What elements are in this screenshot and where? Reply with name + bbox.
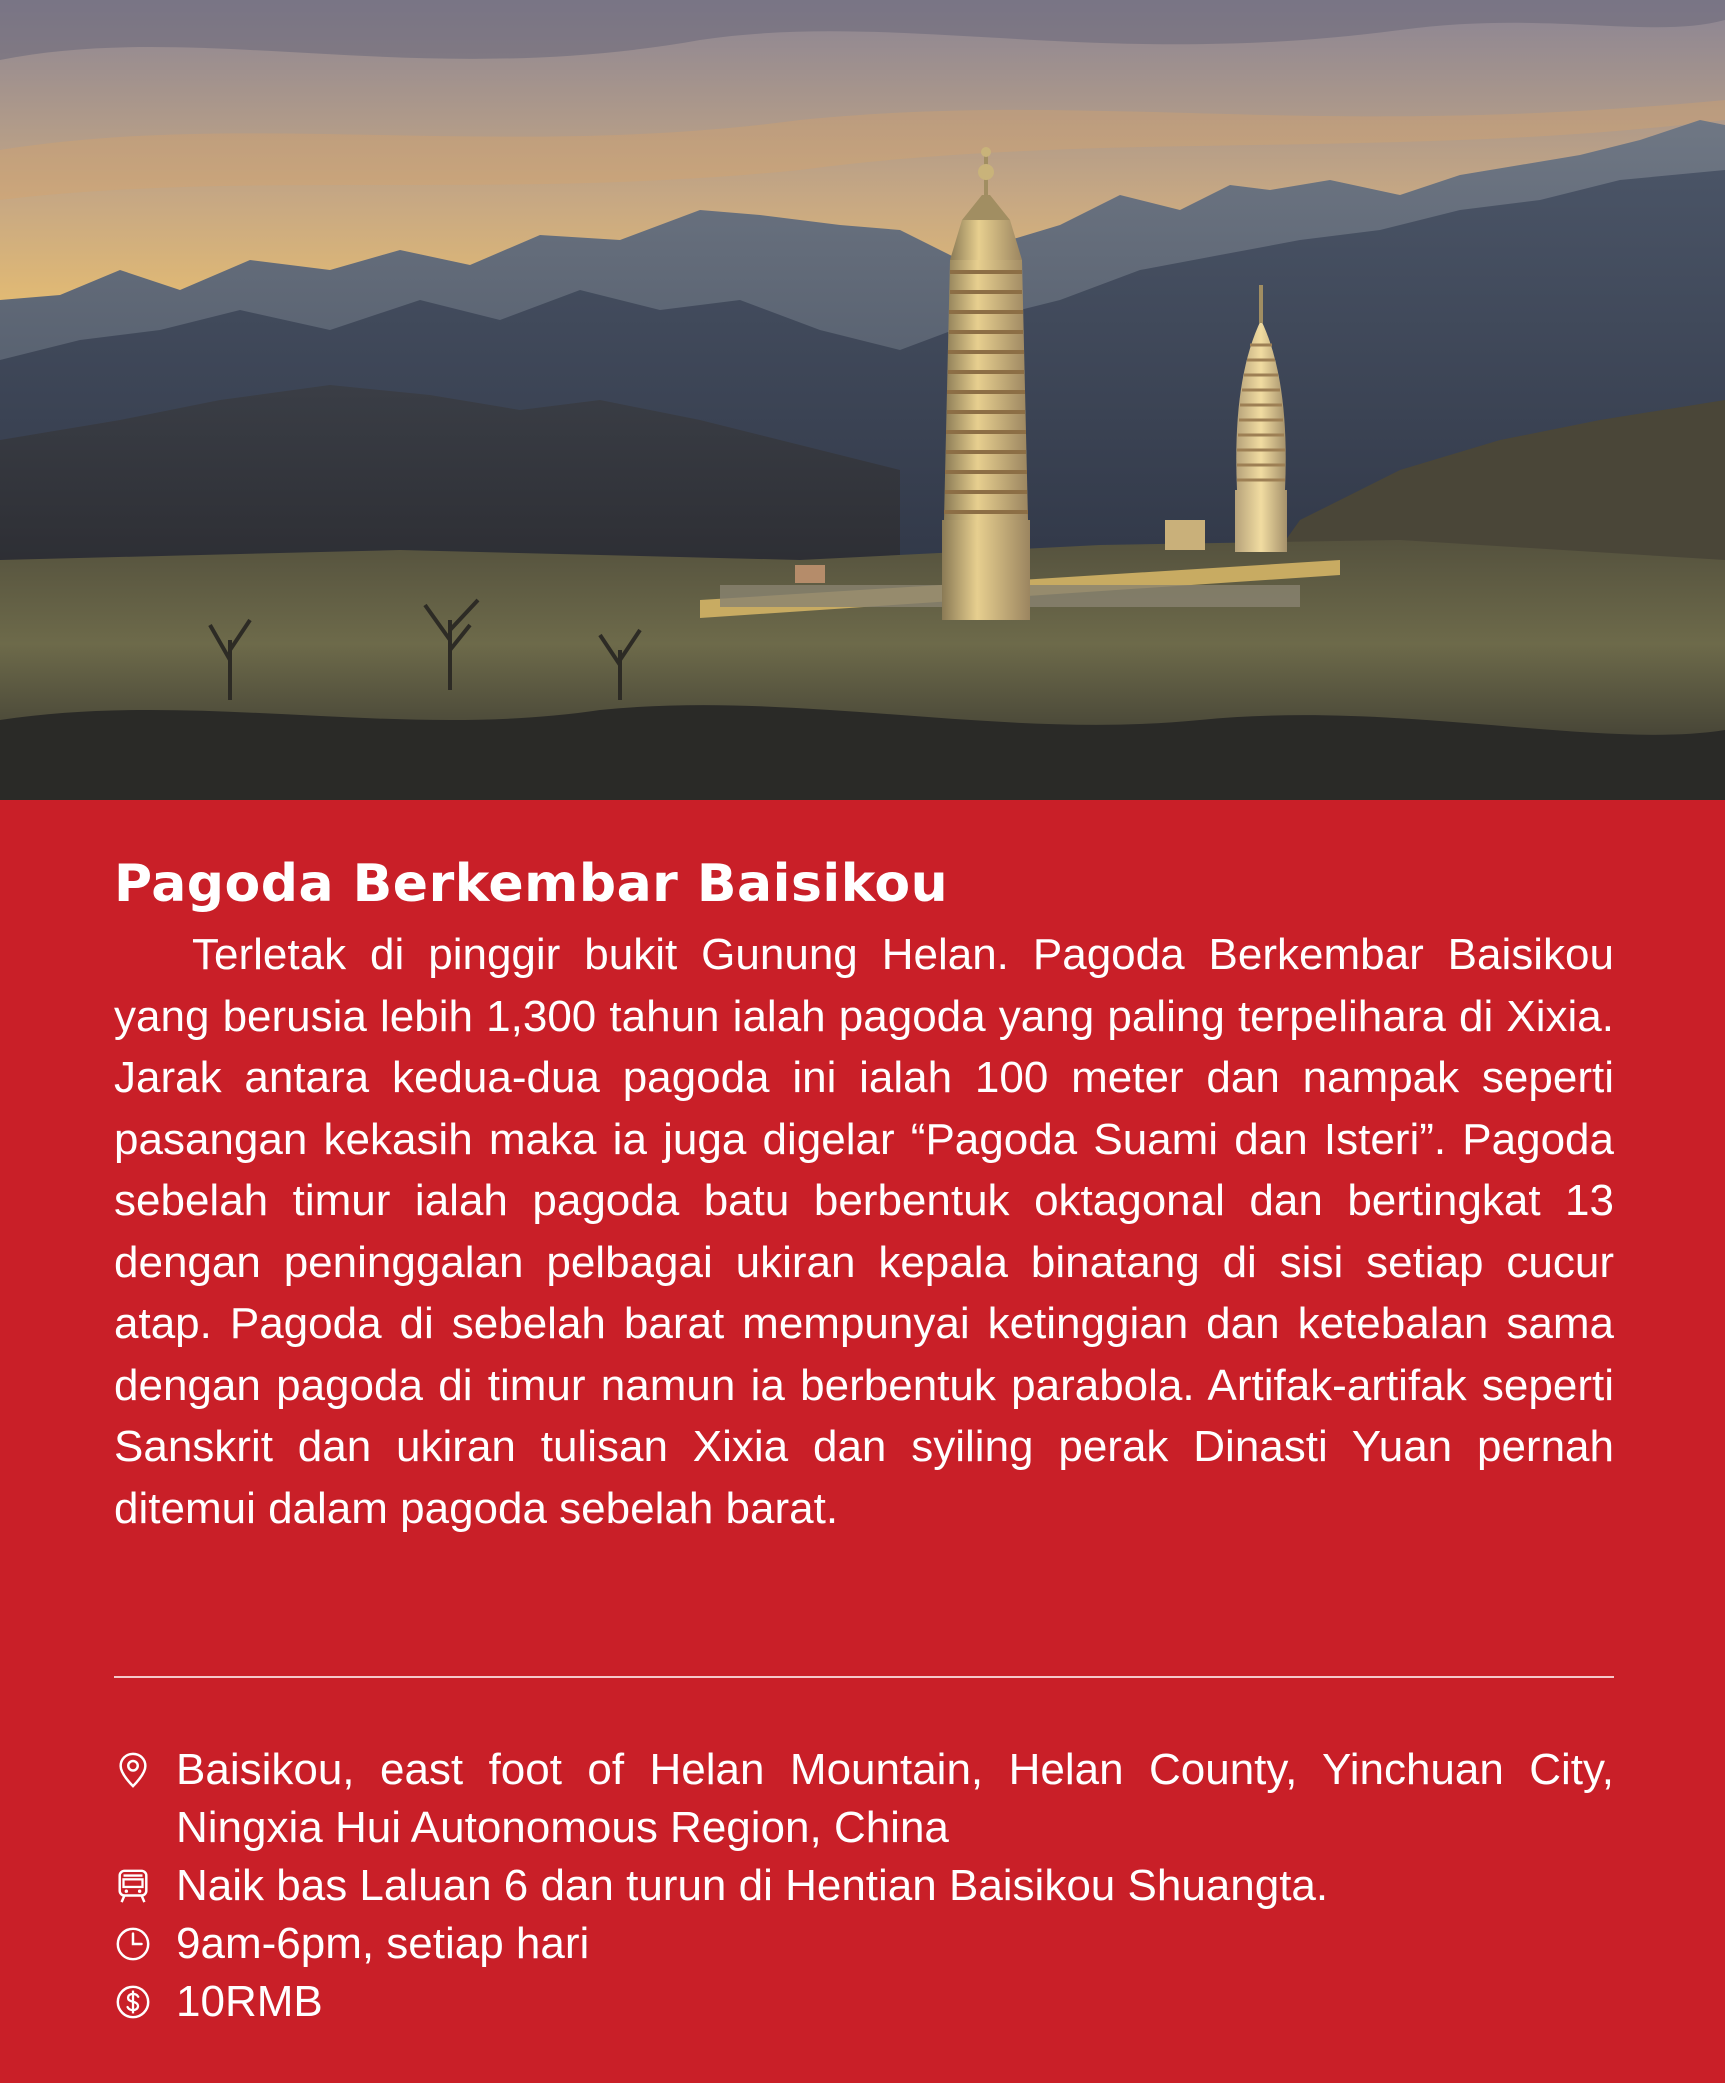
location-pin-icon (114, 1751, 152, 1789)
address-text: Baisikou, east foot of Helan Mountain, Helan County, Yinchuan City, Ningxia Hui Autonomous Region, China (176, 1745, 1614, 1852)
hero-photo (0, 0, 1725, 800)
clock-icon (114, 1925, 152, 1963)
info-transport (114, 1857, 1614, 1915)
hours-text: 9am-6pm, setiap hari (176, 1919, 590, 1968)
info-address (114, 1741, 1614, 1857)
info-price (114, 1973, 1614, 2031)
article (114, 852, 1614, 1539)
bus-icon (114, 1867, 152, 1905)
price-text: 10RMB (176, 1977, 323, 2026)
info-hours (114, 1915, 1614, 1973)
article-body: Terletak di pinggir bukit Gunung Helan. Pagoda Berkembar Baisikou yang berusia lebih 1,300 tahun ialah pagoda yang paling terpelihara di Xixia. Jarak antara kedua-dua pagoda ini ialah 100 meter dan nampak seperti pasangan kekasih maka ia juga digelar “Pagoda Suami dan Isteri”. Pagoda sebelah timur ialah pagoda batu berbentuk oktagonal dan bertingkat 13 dengan peninggalan pelbagai ukiran kepala binatang di sisi setiap cucur atap. Pagoda di sebelah barat mempunyai ketinggian dan ketebalan sama dengan pagoda di timur namun ia berbentuk parabola. Artifak-artifak seperti Sanskrit dan ukiran tulisan Xixia dan syiling perak Dinasti Yuan pernah ditemui dalam pagoda sebelah barat. (114, 930, 1614, 1533)
info-list (114, 1741, 1614, 2031)
divider (114, 1676, 1614, 1678)
article-title: Pagoda Berkembar Baisikou (114, 854, 949, 914)
dollar-icon (114, 1983, 152, 2021)
transport-text: Naik bas Laluan 6 dan turun di Hentian Baisikou Shuangta. (176, 1861, 1329, 1910)
